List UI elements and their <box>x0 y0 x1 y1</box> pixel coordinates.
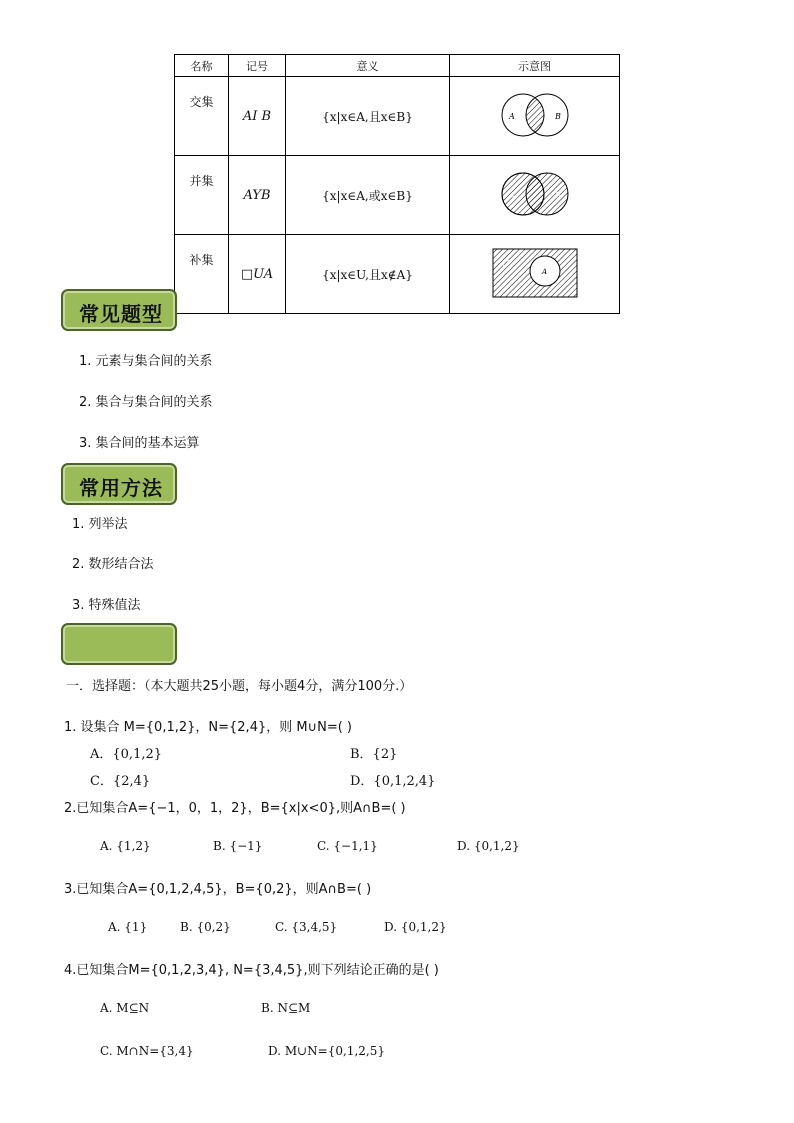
question-4-option-b: B. N⊆M <box>261 1001 311 1015</box>
question-3-stem: 3.已知集合A={0,1,2,4,5}，B={0,2}，则A∩B=( ) <box>64 882 372 897</box>
section-badge-empty <box>61 623 177 665</box>
list-item: 2. 集合与集合间的关系 <box>79 395 213 410</box>
row-notation: □UA <box>229 235 286 314</box>
intersection-diagram <box>450 77 620 156</box>
table-row <box>175 235 620 314</box>
section-title: 常用方法 <box>79 476 163 500</box>
header-notation: 记号 <box>229 55 286 77</box>
union-diagram <box>450 156 620 235</box>
set-operations-table <box>174 54 620 314</box>
question-1-option-b: B．{2} <box>350 747 398 762</box>
question-1-option-a: A．{0,1,2} <box>90 747 163 762</box>
row-name: 补集 <box>175 235 229 314</box>
row-meaning: {x|x∈U,且x∉A} <box>286 235 450 314</box>
list-item: 1. 元素与集合间的关系 <box>79 354 213 369</box>
union-venn-icon <box>495 169 575 219</box>
venn-label-b: B <box>554 111 561 121</box>
header-meaning: 意义 <box>286 55 450 77</box>
section-badge-common-methods <box>61 463 177 505</box>
complement-venn-icon <box>492 248 578 298</box>
list-item: 3. 集合间的基本运算 <box>79 436 200 451</box>
question-3-option-c: C. {3,4,5} <box>275 920 338 934</box>
question-2-option-c: C. {−1,1} <box>317 839 378 853</box>
exercise-heading: 一．选择题：（本大题共25小题，每小题4分，满分100分.） <box>66 679 413 694</box>
row-meaning: {x|x∈A,且x∈B} <box>286 77 450 156</box>
question-1-stem: 1. 设集合 M={0,1,2}，N={2,4}，则 M∪N=( ) <box>64 720 352 735</box>
section-badge-common-types <box>61 289 177 331</box>
venn-label-a: A <box>508 190 515 200</box>
row-notation: AYB <box>229 156 286 235</box>
row-name: 交集 <box>175 77 229 156</box>
question-2-option-a: A. {1,2} <box>100 839 151 853</box>
row-meaning: {x|x∈A,或x∈B} <box>286 156 450 235</box>
list-item: 2. 数形结合法 <box>72 557 154 572</box>
question-3-option-b: B. {0,2} <box>180 920 231 934</box>
question-2-stem: 2.已知集合A={−1，0，1，2}，B={x|x<0},则A∩B=( ) <box>64 801 406 816</box>
header-name: 名称 <box>175 55 229 77</box>
venn-label-a: A <box>508 111 515 121</box>
intersection-venn-icon <box>495 90 575 140</box>
venn-label-u: U <box>501 258 509 268</box>
question-2-option-d: D. {0,1,2} <box>457 839 520 853</box>
table-row <box>175 77 620 156</box>
row-notation: AI B <box>229 77 286 156</box>
question-4-option-a: A. M⊆N <box>100 1001 150 1015</box>
question-3-option-d: D. {0,1,2} <box>384 920 447 934</box>
complement-diagram <box>450 235 620 314</box>
question-3-option-a: A. {1} <box>108 920 148 934</box>
table-header-row <box>175 55 620 77</box>
venn-label-b: B <box>554 190 561 200</box>
table-row <box>175 156 620 235</box>
question-1-option-c: C．{2,4} <box>90 774 151 789</box>
list-item: 1. 列举法 <box>72 517 128 532</box>
section-title: 常见题型 <box>79 302 163 326</box>
question-4-option-d: D. M∪N={0,1,2,5} <box>268 1044 385 1058</box>
header-diagram: 示意图 <box>450 55 620 77</box>
question-4-option-c: C. M∩N={3,4} <box>100 1044 194 1058</box>
list-item: 3. 特殊值法 <box>72 598 141 613</box>
question-2-option-b: B. {−1} <box>213 839 263 853</box>
question-4-stem: 4.已知集合M={0,1,2,3,4}, N={3,4,5},则下列结论正确的是( ) <box>64 963 439 978</box>
venn-label-a: A <box>541 267 547 276</box>
row-name: 并集 <box>175 156 229 235</box>
question-1-option-d: D．{0,1,2,4} <box>350 774 436 789</box>
